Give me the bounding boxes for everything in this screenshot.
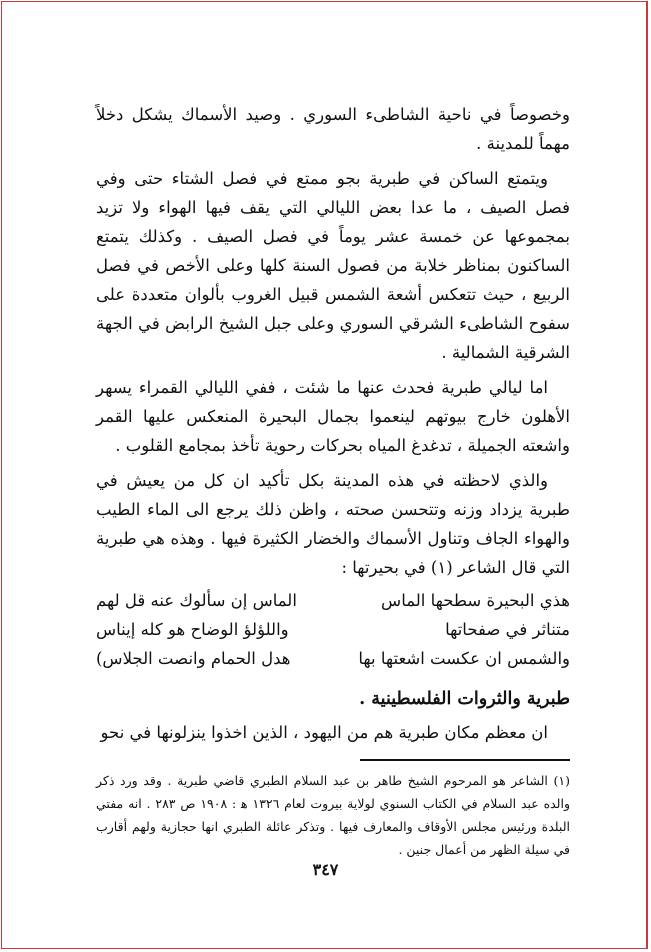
text-line: مهماً للمدينة . <box>476 134 570 153</box>
verse-second-hemistich: هدل الحمام وانصت الجلاس) <box>96 649 291 668</box>
text-line: الشمس قبيل الغروب بألوان متعددة على سفوح الشاطىء الشرقي السوري <box>96 285 571 333</box>
poem <box>96 586 570 673</box>
verse-first-hemistich: هذي البحيرة سطحها الماس <box>381 591 570 610</box>
section-heading: طبرية والثروات الفلسطينية . <box>359 689 570 709</box>
paragraph-health <box>96 466 570 582</box>
text-line: ويتمتع الساكن في طبرية بجو ممتع في فصل الشتاء حتى وفي فصل <box>96 169 570 217</box>
text-line: وعلى جبل الشيخ الرابض في الجهة الشرقية الشمالية . <box>96 314 570 362</box>
verse-second-hemistich: واللؤلؤ الوضاح هو كله إيناس <box>96 620 289 639</box>
verse-first-hemistich: متناثر في صفحاتها <box>445 620 570 639</box>
paragraph-population: ان معظم مكان طبرية هم من اليهود ، الذين اخذوا ينزلونها في نحو <box>100 723 548 742</box>
paragraph-fishing <box>96 100 570 158</box>
footnote-separator <box>360 759 570 761</box>
text-line: الصيف ، ما عدا بعض الليالي التي يقف فيها الهواء ولا تزيد بمجموعها عن <box>96 198 570 246</box>
text-line: خمسة عشر يوماً في فصل الصيف . وكذلك يتمتع الساكنون بمناظر خلابة <box>96 227 570 275</box>
verse-first-hemistich: والشمس ان عكست اشعتها بها <box>358 649 570 668</box>
text-line: تدغدغ المياه بحركات رحوية تأخذ بمجامع القلوب . <box>115 436 452 455</box>
text-line: والذي لاحظته في هذه المدينة بكل تأكيد ان كل من يعيش في طبرية <box>96 471 570 519</box>
footnotes <box>96 769 570 861</box>
paragraph-nights <box>96 373 570 460</box>
text-line: من فصول السنة كلها وعلى الأخص في فصل الربيع ، حيث تتعكس أشعة <box>96 256 570 304</box>
footnote-line: والده عبد السلام في الكتاب السنوي لولاية بيروت لعام ١٣٢٦ ﻫ : ١٩٠٨ ص ٢٨٣ . انه <box>128 796 570 811</box>
book-page <box>96 100 570 861</box>
footnote-line: مفتي البلدة ورئيس مجلس الأوقاف والمعارف فيها . وتذكر عائلة الطبري انها حجازية ولهم <box>96 796 570 834</box>
poem-verse <box>96 615 570 644</box>
verse-second-hemistich: الماس إن سألوك عنه قل لهم <box>96 591 297 610</box>
text-line: اما ليالي طبرية فحدث عنها ما شئت ، ففي الليالي القمراء يسهر الأهلون <box>96 378 571 426</box>
text-line: وخصوصاً في ناحية الشاطىء السوري . وصيد الأسماك يشكل دخلاً <box>96 105 570 124</box>
text-line: الشاعر (١) في بحيرتها : <box>341 558 507 577</box>
footnote-line: (١) الشاعر هو المرحوم الشيخ طاهر بن عبد السلام الطبري قاضي طبرية . وقد ورد ذكر <box>96 773 570 788</box>
text-line: يزداد وزنه وتتحسن صحته ، واظن ذلك يرجع الى الماء الطيب والهواء <box>96 500 570 548</box>
text-line: الجاف وتناول الأسماك والخضار الكثيرة فيها . وهذه هي طبرية التي قال <box>96 529 570 577</box>
paragraph-climate <box>96 164 570 367</box>
poem-verse <box>96 644 570 673</box>
poem-verse <box>96 586 570 615</box>
footnote-line: أقارب في سيلة الظهر من أعمال جنين . <box>96 819 570 857</box>
text-line: خارج بيوتهم لينعموا بجمال البحيرة المنعكس عليها القمر واشعته الجميلة ، <box>96 407 570 455</box>
page-number: ٣٤٧ <box>312 860 339 879</box>
